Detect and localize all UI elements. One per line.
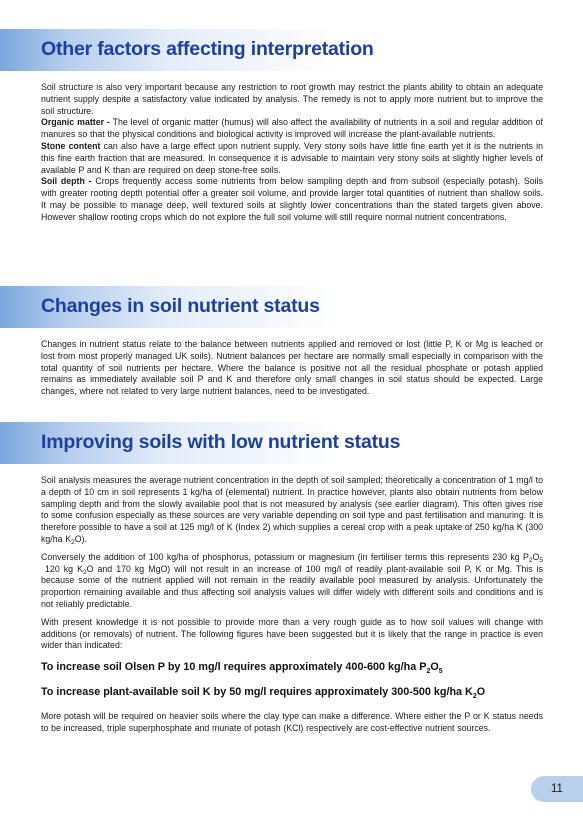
paragraph-soil-analysis: [41, 475, 543, 546]
paragraph-organic-matter: [41, 117, 543, 141]
text-part: O: [430, 661, 439, 674]
section-title-changes: Changes in soil nutrient status: [41, 295, 320, 317]
subscript: 2: [71, 538, 75, 546]
subscript: 5: [539, 556, 543, 564]
subscript: 2: [528, 556, 533, 564]
lead-stone-content: Stone content: [41, 140, 101, 151]
text-part: Soil analysis measures the average nutrient concentration in the depth of soil sampled; theoretically a concentration of 1 mg/l to a depth of 10 cm in soil represents 1 kg/ha of (elemental) nutrient. In practice however, plants also obtain nutrients from below sampling depth and from the slowly available pool that is not measured by analysis (see earlier diagram). This often gives rise to some confusion especially as these sources are very variable depending on soil type and past fertilisation and manuring. It is therefore possible to have a soil at 125 mg/l of K (Index 2) which supplies a cereal crop with a peak uptake of 250 kg/ha K (300 kg/ha K: [41, 475, 543, 544]
section-changes: [41, 339, 543, 398]
text-part: O and 170 kg MgO) will not result in an increase of 100 mg/l of readily plant-available soil P, K or Mg. This is because some of the nutrient applied will not remain in the readily available pool measured by analysis. Unfortunately the proportion remaining available and thus affecting soil analysis values will differ widely with different soils and conditions and is not reliably predictable.: [41, 563, 543, 609]
paragraph-soil-depth: [41, 176, 543, 223]
text-part: To increase plant-available soil K by 50 mg/l requires approximately 300-500 kg/ha K: [41, 686, 473, 699]
paragraph-more-potash: More potash will be required on heavier soils where the clay type can make a difference. Where either the P or K status needs to be increased, triple superphosphate and muriate of potash (KCl) respectively are cost-effective nutrient sources.: [41, 711, 543, 734]
subscript: 2: [426, 668, 431, 676]
paragraph-soil-structure: Soil structure is also very important because any restriction to root growth may restrict the plants ability to obtain an adequate nutrient supply despite a satisfactory value indicated by analysis. The remedy is not to apply more nutrient but to improve the soil structure.: [41, 82, 543, 116]
text-part: To increase soil Olsen P by 10 mg/l requires approximately 400-600 kg/ha P: [41, 661, 427, 674]
page-number: 11: [531, 776, 583, 802]
section-title-other-factors: Other factors affecting interpretation: [41, 38, 374, 60]
lead-organic-matter: Organic matter -: [41, 117, 110, 128]
section-other-factors: [41, 82, 543, 224]
text-part: O: [476, 686, 486, 699]
subscript: 2: [472, 693, 477, 701]
section-improving: [41, 475, 543, 735]
text-soil-depth: Crops frequently access some nutrients from below sampling depth and from subsoil (especially potash). Soils with greater rooting depth potential offer a greater soil volume, and provide larger total quantities of nutrient than shallow soils. It may be possible to manage deep, well textured soils at slightly lower concentrations than the stated targets given above. However shallow rooting crops which do not explore the full soil volume will still require normal nutrient concentrations.: [41, 176, 543, 222]
subscript: 2: [82, 568, 87, 576]
subscript: 5: [438, 668, 443, 676]
paragraph-present-knowledge: With present knowledge it is not possible to provide more than a very rough guide as to how soil values will change with additions (or removals) of nutrient. The following figures have been suggested but it is likely that the range in practice is even wider than indicated:: [41, 616, 543, 651]
text-part: 120 kg K: [41, 563, 83, 574]
text-part: O).: [74, 533, 87, 544]
section-title-improving: Improving soils with low nutrient status: [41, 431, 401, 453]
paragraph-stone-content: [41, 141, 543, 176]
paragraph-conversely: [41, 552, 543, 611]
highlight-olsen-p: [41, 660, 543, 679]
highlight-soil-k: [41, 685, 543, 704]
text-stone-content: can also have a large effect upon nutrient supply. Very stony soils have little fine earth yet it is the nutrients in this fine earth fraction that are measured. In consequence it is advisable to maintain very stony soils at slightly higher levels of available P and K than are required on deep stone-free soils.: [41, 140, 543, 175]
paragraph-changes: Changes in nutrient status relate to the balance between nutrients applied and removed or lost (little P, K or Mg is leached or lost from most properly managed UK soils). Nutrient balances per hectare are normally small especially in comparison with the total quantity of soil nutrients per hectare. Where the balance is positive not all the residual phosphate or potash applied remains as immediately available soil P and K and therefore only small changes in soil status should be expected. Large changes, where not related to very large nutrient balances, need to be investigated.: [41, 339, 543, 397]
text-part: O: [532, 551, 540, 562]
lead-soil-depth: Soil depth -: [41, 176, 92, 187]
text-organic-matter: The level of organic matter (humus) will also affect the availability of nutrients in a soil and regular addition of manures so that the physical conditions and biological activity is improved will increase the plant-available nutrients.: [41, 117, 543, 140]
text-part: Conversely the addition of 100 kg/ha of phosphorus, potassium or magnesium (in fertiliser terms this represents 230 kg P: [41, 551, 529, 562]
